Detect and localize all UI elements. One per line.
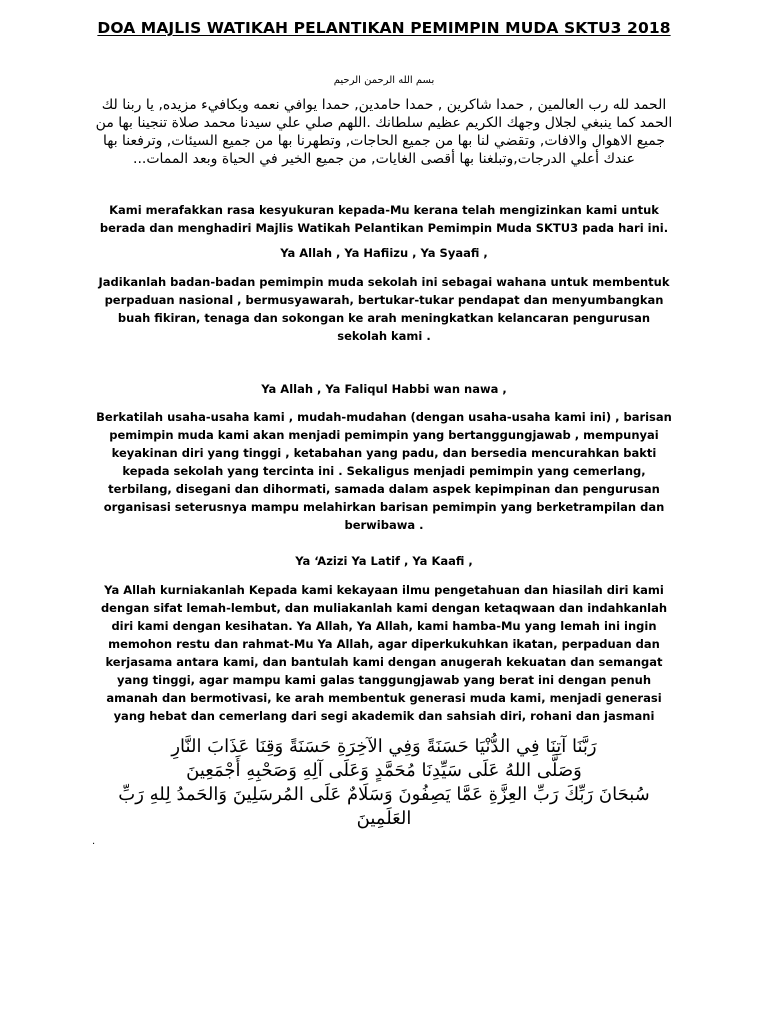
invocation-heading-2: Ya Allah , Ya Faliqul Habbi wan nawa , (261, 382, 507, 396)
closing-line: رَبَّنَا آتِنَا فِي الدُّنْيَا حَسَنَةً وَفِي الآخِرَةِ حَسَنَةً وَقِنَا عَذَابَ النَّارِ (171, 736, 597, 757)
invocation-heading-3: Ya ‘Azizi Ya Latif , Ya Kaafi , (295, 554, 473, 568)
paragraph-blessing: Berkatilah usaha-usaha kami , mudah-mudahan (dengan usaha-usaha kami ini) , barisan pemimpin muda kami akan menjadi pemimpin yang bertanggungjawab , mempunyai keyakinan diri yang tinggi , ketabahan yang padu, dan bersedia mencurahkan bakti kepada sekolah yang tercinta ini . Sekaligus menjadi pemimpin yang cemerlang, terbilang, disegani dan dihormati, samada dalam aspek kepimpinan dan pengurusan organisasi seterusnya mampu melahirkan barisan pemimpin yang berketrampilan dan berwibawa . (96, 410, 672, 532)
trailing-mark: . (92, 836, 96, 847)
invocation-heading-1: Ya Allah , Ya Hafiizu , Ya Syaafi , (280, 246, 488, 260)
page-title: DOA MAJLIS WATIKAH PELANTIKAN PEMIMPIN MUDA SKTU3 2018 (97, 19, 671, 37)
paragraph-unity: Jadikanlah badan-badan pemimpin muda sekolah ini sebagai wahana untuk membentuk perpaduan nasional , bermusyawarah, bertukar-tukar pendapat dan menyumbangkan buah fikiran, tenaga dan sokongan ke arah meningkatkan kelancaran pengurusan sekolah kami . (98, 275, 670, 343)
closing-line: سُبحَانَ رَبِّكَ رَبِّ العِزَّةِ عَمَّا يَصِفُونَ وَسَلَامٌ عَلَى المُرسَلِينَ وَالحَمدُ لِلهِ رَبِّ (118, 784, 650, 805)
paragraph-gratitude: Kami merafakkan rasa kesyukuran kepada-Mu kerana telah mengizinkan kami untuk berada dan menghadiri Majlis Watikah Pelantikan Pemimpin Muda SKTU3 pada hari ini. (99, 203, 669, 235)
bismillah-text: بسم الله الرحمن الرحيم (333, 75, 435, 86)
closing-line: وَصَلَّى اللهُ عَلَى سَيِّدِنَا مُحَمَّدٍ وَعَلَى آلِهِ وَصَحْبِهِ أَجْمَعِينَ (186, 760, 582, 781)
closing-line: العَلَمِينَ (356, 808, 412, 829)
paragraph-supplication: Ya Allah kurniakanlah Kepada kami kekayaan ilmu pengetahuan dan hiasilah diri kami dengan sifat lemah-lembut, dan muliakanlah kami dengan ketaqwaan dan indahkanlah diri kami dengan kesihatan. Ya Allah, Ya Allah, kami hamba-Mu yang lemah ini ingin memohon restu dan rahmat-Mu Ya Allah, agar diperkukuhkan ikatan, perpaduan dan kerjasama antara kami, dan bantulah kami dengan anugerah kekuatan dan semangat yang tinggi, agar mampu kami galas tanggungjawab yang berat ini dengan penuh amanah dan bermotivasi, ke arah membentuk generasi muda kami, menjadi generasi yang hebat dan cemerlang dari segi akademik dan sahsiah diri, rohani dan jasmani (100, 583, 668, 723)
closing-arabic-prayer (60, 735, 708, 831)
opening-arabic-prayer: الحمد لله رب العالمين , حمدا شاكرين , حمدا حامدين, حمدا يوافي نعمه ويكافيء مزيده, يا ربنا لك الحمد كما ينبغي لجلال وجهك الكريم عظيم سلطانك .اللهم صلي علي سيدنا محمد صلاة تنجينا بها من جميع الاهوال والافات, وتقضي لنا بها من جميع الحاجات, وتطهرنا بها من جميع السيئات, وترفعنا بها عندك أعلي الدرجات,وتبلغنا بها أقصى الغايات, من جميع الخير في الحياة وبعد الممات... (95, 97, 673, 167)
